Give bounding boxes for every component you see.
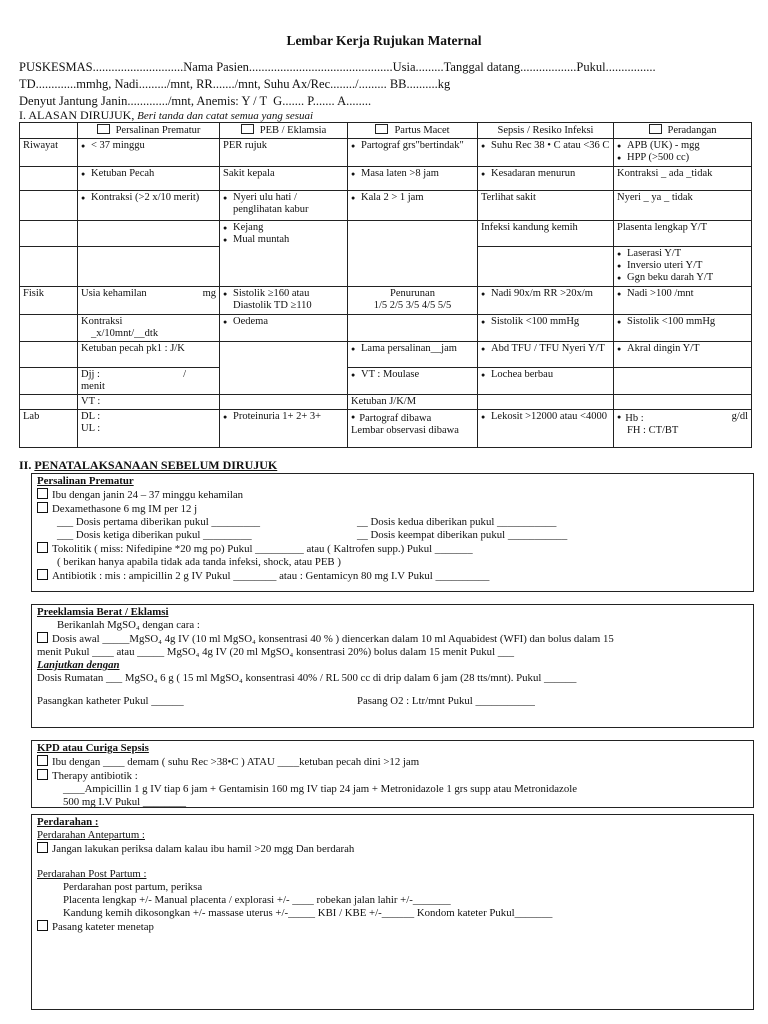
cell	[614, 287, 752, 315]
checkbox-icon[interactable]	[37, 920, 48, 931]
cell	[20, 167, 78, 191]
cell	[614, 315, 752, 342]
item[interactable]: ● APB (UK) - mgg	[617, 140, 748, 152]
item[interactable]: ● Oedema	[223, 316, 344, 328]
item[interactable]: ● < 37 minggu	[81, 140, 216, 152]
item[interactable]: ● Hb :	[617, 413, 644, 424]
cell	[348, 139, 478, 167]
cell	[78, 342, 220, 368]
item: Ibu dengan ____ demam ( suhu Rec >38•C ) ATAU ____ketuban pecah dini >12 jam	[52, 756, 420, 768]
col-header-partus-macet: Partus Macet	[348, 123, 478, 139]
item[interactable]: ● Lochea berbau	[481, 369, 610, 381]
item[interactable]: ● Lama persalinan__jam	[351, 343, 474, 355]
item[interactable]: ● Mual muntah	[223, 234, 344, 246]
cell	[614, 410, 752, 448]
item[interactable]: ● Proteinuria 1+ 2+ 3+	[223, 411, 344, 423]
checkbox-icon[interactable]	[241, 124, 254, 134]
item[interactable]: ● HPP (>500 cc)	[617, 152, 748, 164]
item: Antibiotik : mis : ampicillin 2 g IV Pukul ________ atau : Gentamicyn 80 mg I.V Pukul __________	[52, 570, 490, 582]
item[interactable]: PER rujuk	[223, 140, 268, 151]
item[interactable]: ● Inversio uteri Y/T	[617, 260, 748, 272]
item[interactable]: DL :	[81, 411, 101, 422]
cell	[478, 410, 614, 448]
cell	[78, 368, 220, 395]
col-header-sepsis: Sepsis / Resiko Infeksi	[478, 123, 614, 139]
checkbox-icon[interactable]	[37, 569, 48, 580]
cell	[220, 167, 348, 191]
cell	[478, 139, 614, 167]
cell	[220, 410, 348, 448]
item[interactable]: ● Partograf grs"bertindak"	[351, 140, 474, 152]
item: Perdarahan Antepartum :	[37, 829, 145, 841]
item[interactable]: ● Akral dingin Y/T	[617, 343, 748, 355]
cell	[78, 315, 220, 342]
cell	[78, 167, 220, 191]
item: Lanjutkan dengan	[37, 659, 120, 671]
item: Kontraksi	[81, 316, 123, 327]
cell	[614, 221, 752, 247]
cell	[220, 287, 348, 315]
cell	[220, 315, 348, 342]
cell	[348, 287, 478, 315]
cell	[614, 395, 752, 410]
checkbox-icon[interactable]	[37, 755, 48, 766]
item: ( berikan hanya apabila tidak ada tanda infeksi, shock, atau PEB )	[57, 556, 341, 568]
item[interactable]: ____Ampicillin 1 g IV tiap 6 jam + Gentamisin 160 mg IV tiap 24 jam + Metronidazole 1 grs supp atau Metronidazole	[63, 783, 578, 795]
item[interactable]: Sakit kepala	[223, 168, 275, 179]
cell	[78, 287, 220, 315]
item[interactable]: Ketuban J/K/M	[351, 396, 417, 407]
spacer	[37, 856, 748, 868]
item[interactable]: Terlihat sakit	[481, 192, 536, 203]
item[interactable]: ● Laserasi Y/T	[617, 248, 748, 260]
cell	[348, 410, 478, 448]
item: mg	[202, 288, 216, 299]
item[interactable]: ● Ggn beku darah Y/T	[617, 272, 748, 284]
checkbox-icon[interactable]	[37, 542, 48, 553]
item: Dexamethasone 6 mg IM per 12 j	[52, 503, 198, 515]
item: Dosis awal _____MgSO₄ 4g IV (10 ml MgSO₄ konsentrasi 40 % ) diencerkan dalam 10 ml Aquabidest (WFI) dan bolus dalam 15	[52, 633, 614, 645]
cell	[220, 221, 348, 287]
item: Jangan lakukan periksa dalam kalau ibu hamil >20 mgg Dan berdarah	[52, 843, 355, 855]
checkbox-icon[interactable]	[37, 842, 48, 853]
cell	[478, 342, 614, 368]
checkbox-icon[interactable]	[375, 124, 388, 134]
item: Usia kehamilan	[81, 288, 147, 299]
cell	[20, 315, 78, 342]
item: Pasang kateter menetap	[52, 921, 154, 933]
panel-title: KPD atau Curiga Sepsis	[37, 742, 149, 754]
panel-persalinan-prematur	[31, 473, 754, 592]
section-1-instruction: Beri tanda dan catat semua yang sesuai	[134, 110, 314, 122]
panel-title: Perdarahan :	[37, 816, 99, 828]
item[interactable]: Dosis Rumatan ___ MgSO₄ 6 g ( 15 ml MgSO₄ konsentrasi 40% / RL 500 cc di drip dalam 6 jam (28 tts/mnt). Pukul ______	[37, 672, 577, 684]
item[interactable]: ● Sistolik ≥160 atau Diastolik TD ≥110	[223, 288, 344, 312]
cell	[478, 221, 614, 247]
checkbox-icon[interactable]	[97, 124, 110, 134]
cell	[478, 368, 614, 395]
item[interactable]: Plasenta lengkap Y/T	[617, 222, 708, 233]
cell	[348, 167, 478, 191]
cell	[614, 191, 752, 221]
item[interactable]: ___ Dosis pertama diberikan pukul _________	[57, 516, 261, 528]
item[interactable]: UL :	[81, 423, 101, 434]
section-2-heading	[19, 458, 277, 473]
item[interactable]: Lembar observasi dibawa	[351, 425, 459, 436]
item[interactable]: Pasang O2 : Ltr/mnt Pukul ___________	[357, 695, 535, 707]
cell	[614, 167, 752, 191]
item[interactable]: menit Pukul ____ atau _____ MgSO₄ 4g IV (20 ml MgSO₄ konsentrasi 20%) bolus dalam 15 menit Pukul ___	[37, 646, 514, 658]
header-line-vitals: TD.............mmhg, Nadi........./mnt, RR......./mnt, Suhu Ax/Rec......../......... BB..........kg	[19, 77, 451, 91]
cell	[20, 342, 78, 368]
cell	[478, 191, 614, 221]
cell	[78, 221, 220, 247]
item[interactable]: 500 mg I.V Pukul ________	[63, 796, 187, 808]
cell	[348, 368, 478, 395]
cell	[614, 342, 752, 368]
cell	[78, 191, 220, 221]
item: Penurunan	[390, 288, 435, 299]
cell	[220, 395, 348, 410]
item[interactable]: VT :	[81, 396, 101, 407]
item: Berikanlah MgSO₄ dengan cara :	[57, 619, 200, 631]
cell	[478, 287, 614, 315]
panel-title: Persalinan Prematur	[37, 475, 134, 487]
item[interactable]: ● Partograf dibawa	[351, 411, 474, 425]
panel-perdarahan	[31, 814, 754, 1010]
cell	[614, 139, 752, 167]
cell	[20, 191, 78, 221]
item[interactable]: ● Sistolik <100 mmHg	[481, 316, 610, 328]
item: Ibu dengan janin 24 – 37 minggu kehamilan	[52, 489, 244, 501]
spacer	[37, 685, 748, 695]
item[interactable]: ● Masa laten >8 jam	[351, 168, 474, 180]
section-1-heading	[19, 108, 313, 123]
cell	[478, 247, 614, 287]
checkbox-icon[interactable]	[37, 488, 48, 499]
item: Therapy antibiotik :	[52, 770, 138, 782]
cell	[478, 167, 614, 191]
section-2-title: PENATALAKSANAAN SEBELUM DIRUJUK	[34, 458, 278, 472]
cell	[20, 368, 78, 395]
corner-cell	[20, 123, 78, 139]
item: Perdarahan post partum, periksa	[63, 881, 203, 893]
item[interactable]: Placenta lengkap +/- Manual placenta / explorasi +/- ____ robekan jalan lahir +/-_______	[63, 894, 451, 906]
item[interactable]: ● Ketuban Pecah	[81, 168, 216, 180]
item: /	[183, 369, 186, 380]
header-line-facility-patient: PUSKESMAS.............................Nama Pasien..............................................Usia.........Tanggal datang..................Pukul................	[19, 60, 656, 74]
item[interactable]: ● Kejang	[223, 222, 344, 234]
checkbox-icon[interactable]	[37, 769, 48, 780]
cell	[78, 410, 220, 448]
panel-kpd-sepsis	[31, 740, 754, 808]
item[interactable]: FH : CT/BT	[627, 425, 679, 436]
row-label-lab: Lab	[20, 410, 78, 448]
cell	[478, 315, 614, 342]
item[interactable]: _x/10mnt/__dtk	[91, 328, 159, 339]
item[interactable]: ● Sistolik <100 mmHg	[617, 316, 748, 328]
item[interactable]: Kandung kemih dikosongkan +/- massase uterus +/-_____ KBI / KBE +/-______ Kondom kateter Pukul_______	[63, 907, 553, 919]
item[interactable]: ● Kontraksi (>2 x/10 merit)	[81, 192, 216, 204]
checkbox-icon[interactable]	[37, 632, 48, 643]
form-title: Lembar Kerja Rujukan Maternal	[286, 33, 482, 48]
item[interactable]: ___ Dosis ketiga diberikan pukul _________	[57, 529, 252, 541]
section-2-label: II.	[19, 458, 35, 472]
item[interactable]: Nyeri _ ya _ tidak	[617, 192, 693, 203]
row-label-riwayat: Riwayat	[20, 139, 78, 167]
checkbox-icon[interactable]	[37, 502, 48, 513]
item[interactable]: Pasangkan katheter Pukul ______	[37, 695, 184, 707]
cell	[614, 247, 752, 287]
col-header-persalinan-prematur: Persalinan Prematur	[78, 123, 220, 139]
cell	[220, 342, 348, 395]
item[interactable]: ● Suhu Rec 38 • C atau <36 C	[481, 140, 610, 152]
item[interactable]: Infeksi kandung kemih	[481, 222, 578, 233]
cell	[220, 139, 348, 167]
item[interactable]: __ Dosis kedua diberikan pukul ___________	[357, 516, 557, 528]
item: Tokolitik ( miss: Nifedipine *20 mg po) Pukul _________ atau ( Kaltrofen supp.) Pukul _______	[52, 543, 473, 555]
cell	[478, 395, 614, 410]
cell	[220, 191, 348, 221]
item[interactable]: __ Dosis keempat diberikan pukul ___________	[357, 529, 568, 541]
panel-title: Preeklamsia Berat / Eklamsi	[37, 606, 169, 618]
cell	[78, 247, 220, 287]
item[interactable]: Kontraksi _ ada _tidak	[617, 168, 713, 179]
col-header-peb: PEB / Eklamsia	[220, 123, 348, 139]
item[interactable]: ● Nadi >100 /mnt	[617, 288, 748, 300]
row-label-fisik: Fisik	[20, 287, 78, 315]
cell	[348, 221, 478, 287]
cell	[78, 139, 220, 167]
cell	[348, 315, 478, 342]
panel-preeklamsia	[31, 604, 754, 728]
section-1-label: I. ALASAN DIRUJUK,	[19, 108, 135, 122]
item[interactable]: ● Nadi 90x/m RR >20x/m	[481, 288, 610, 300]
cell	[20, 395, 78, 410]
item[interactable]: ● Kesadaran menurun	[481, 168, 610, 180]
item[interactable]: 1/5 2/5 3/5 4/5 5/5	[373, 300, 452, 311]
item: g/dl	[731, 411, 748, 422]
item[interactable]: Ketuban pecah pk1 : J/K	[81, 343, 185, 354]
cell	[78, 395, 220, 410]
cell	[614, 368, 752, 395]
item: Djj :	[81, 369, 100, 380]
item[interactable]: ● VT : Moulase	[351, 369, 474, 381]
item[interactable]: ● Nyeri ulu hati / penglihatan kabur	[223, 192, 344, 216]
cell	[20, 221, 78, 247]
item[interactable]: ● Abd TFU / TFU Nyeri Y/T	[481, 343, 610, 355]
col-header-peradangan: Peradangan	[614, 123, 752, 139]
cell	[348, 191, 478, 221]
item[interactable]: ● Lekosit >12000 atau <4000	[481, 411, 610, 423]
cell	[348, 395, 478, 410]
header-line-fetal: Denyut Jantung Janin............./mnt, Anemis: Y / T G....... P....... A........	[19, 94, 372, 108]
item: menit	[81, 381, 105, 392]
item: Perdarahan Post Partum :	[37, 868, 147, 880]
checkbox-icon[interactable]	[649, 124, 662, 134]
item[interactable]: ● Kala 2 > 1 jam	[351, 192, 474, 204]
referral-reason-table	[19, 122, 752, 448]
cell	[348, 342, 478, 368]
cell	[20, 247, 78, 287]
